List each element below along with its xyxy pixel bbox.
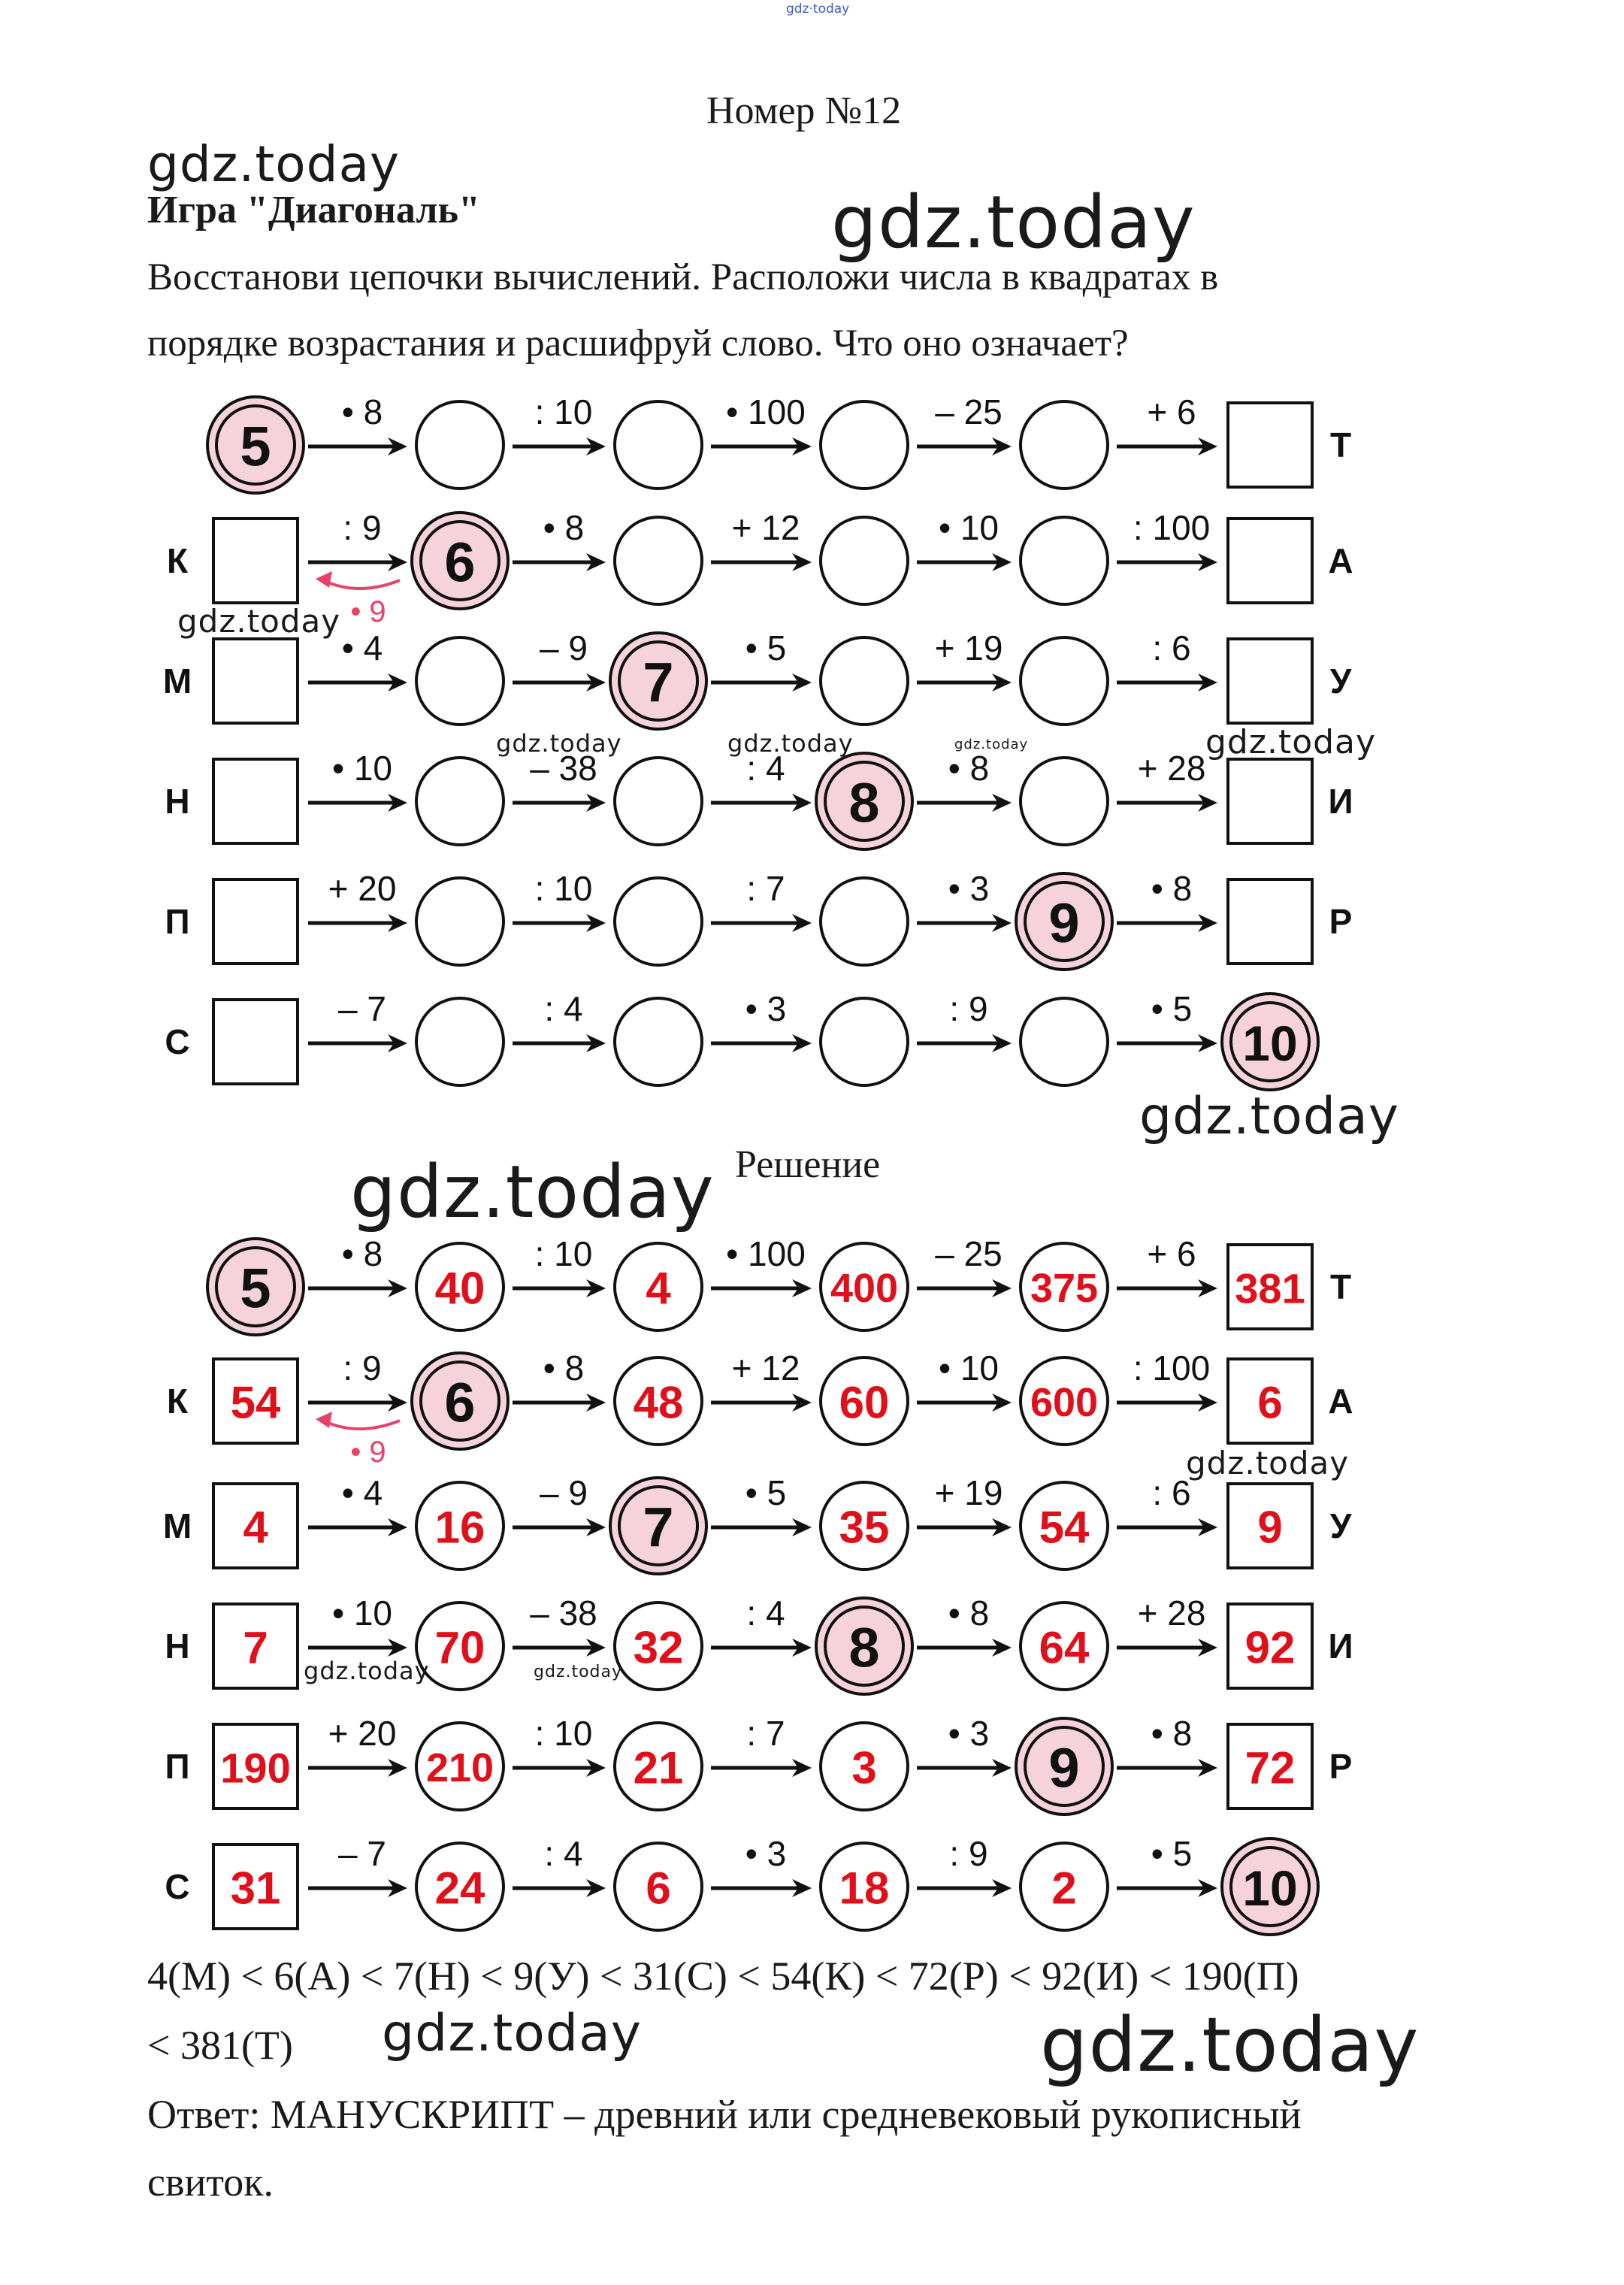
- circle-value: 18: [839, 1863, 890, 1914]
- circle-value: 210: [425, 1745, 494, 1790]
- circle-value: 3: [851, 1742, 877, 1793]
- operation-label: • 8: [948, 749, 990, 788]
- operation-label: + 20: [328, 869, 397, 908]
- watermark: gdz.today: [831, 180, 1196, 265]
- operation-label: • 5: [745, 628, 787, 667]
- row-letter-left: К: [166, 541, 189, 580]
- game-title: Игра "Диагональ": [147, 189, 480, 232]
- operation-label: • 5: [1151, 1834, 1193, 1873]
- given-number: 10: [1242, 1860, 1298, 1916]
- operation-label: : 9: [343, 508, 382, 547]
- watermark: gdz.today: [727, 729, 854, 758]
- watermark: gdz.today: [954, 737, 1029, 752]
- operation-label: : 100: [1133, 508, 1211, 547]
- given-number: 5: [240, 415, 271, 478]
- operation-label: : 6: [1152, 1473, 1191, 1512]
- row-letter-left: П: [165, 1747, 190, 1786]
- operation-label: : 9: [949, 1834, 988, 1873]
- operation-label: • 3: [948, 1714, 990, 1753]
- operation-label: • 8: [1151, 1714, 1193, 1753]
- circle-value: 54: [1039, 1502, 1090, 1553]
- order-line2: < 381(Т): [147, 2023, 293, 2068]
- back-operation-label: • 9: [350, 595, 386, 628]
- operation-label: : 9: [343, 1348, 382, 1388]
- answer-line2: свиток.: [147, 2159, 274, 2205]
- operation-label: • 10: [938, 1348, 1000, 1388]
- operation-label: : 10: [534, 1714, 593, 1753]
- square-value: 54: [230, 1377, 281, 1428]
- operation-label: • 10: [331, 1593, 393, 1633]
- watermark: gdz.today: [304, 1657, 430, 1685]
- circle-value: 6: [646, 1863, 671, 1914]
- operation-label: : 4: [544, 989, 583, 1028]
- row-letter-left: М: [162, 661, 192, 701]
- watermark: gdz.today: [1040, 2001, 1420, 2089]
- operation-label: : 9: [949, 989, 988, 1028]
- operation-label: : 7: [746, 1714, 785, 1753]
- watermark: gdz.today: [382, 2004, 642, 2063]
- row-letter-left: С: [165, 1867, 190, 1906]
- row-letter-right: Т: [1329, 425, 1352, 465]
- row-letter-left: П: [165, 902, 190, 941]
- row-letter-right: Р: [1329, 902, 1353, 941]
- row-letter-right: У: [1329, 1506, 1352, 1545]
- operation-label: – 9: [540, 628, 588, 667]
- given-number: 6: [444, 531, 476, 594]
- operation-label: – 38: [530, 1593, 597, 1633]
- back-arrow-head: [316, 1412, 332, 1428]
- row-letter-right: У: [1329, 661, 1352, 701]
- operation-label: : 4: [746, 1593, 785, 1633]
- operation-label: : 10: [534, 869, 593, 908]
- operation-label: • 8: [1151, 869, 1193, 908]
- circle-value: 16: [434, 1502, 485, 1553]
- given-number: 9: [1048, 1736, 1080, 1799]
- operation-label: • 4: [341, 1473, 383, 1512]
- circle-value: 60: [839, 1377, 890, 1428]
- operation-label: • 5: [745, 1473, 787, 1512]
- row-letter-left: Н: [165, 782, 190, 821]
- square-value: 9: [1257, 1502, 1283, 1553]
- operation-label: • 8: [341, 1234, 383, 1273]
- square-value: 190: [220, 1744, 291, 1792]
- watermark: gdz.today: [1205, 723, 1377, 761]
- given-number: 7: [643, 651, 674, 714]
- operation-label: : 10: [534, 1234, 593, 1273]
- operation-label: – 7: [338, 989, 386, 1028]
- operation-label: + 19: [934, 1473, 1003, 1512]
- square-value: 31: [230, 1863, 281, 1914]
- operation-label: : 10: [534, 392, 593, 431]
- operation-label: • 4: [341, 628, 383, 667]
- operation-label: + 6: [1147, 392, 1196, 431]
- row-letter-right: Т: [1329, 1267, 1352, 1306]
- row-letter-left: Н: [165, 1627, 190, 1666]
- given-number: 9: [1048, 891, 1080, 955]
- circle-value: 2: [1051, 1863, 1077, 1914]
- circle-value: 70: [434, 1622, 485, 1673]
- page-title: Номер №12: [706, 89, 902, 132]
- given-number: 8: [848, 771, 880, 834]
- watermark: gdz.today: [350, 1150, 715, 1234]
- answer-line1: Ответ: МАНУСКРИПТ – древний или средневековый рукописный: [147, 2092, 1302, 2137]
- operation-label: • 8: [948, 1593, 990, 1633]
- operation-label: – 25: [935, 1234, 1003, 1273]
- given-number: 10: [1242, 1015, 1298, 1071]
- row-letter-right: Р: [1329, 1747, 1353, 1786]
- back-operation-label: • 9: [350, 1436, 386, 1469]
- operation-label: + 6: [1147, 1234, 1196, 1273]
- circle-value: 35: [839, 1502, 890, 1553]
- operation-label: : 7: [746, 869, 785, 908]
- chain-row: [165, 1834, 1318, 1935]
- circle-value: 375: [1030, 1266, 1099, 1311]
- operation-label: • 3: [948, 869, 990, 908]
- row-letter-left: К: [166, 1382, 189, 1421]
- operation-label: • 8: [543, 508, 585, 547]
- chain-row: [207, 1234, 1351, 1335]
- operation-label: – 9: [540, 1473, 588, 1512]
- given-number: 7: [643, 1496, 674, 1559]
- square-value: 6: [1257, 1377, 1283, 1428]
- given-number: 8: [848, 1616, 880, 1679]
- operation-label: – 7: [338, 1834, 386, 1873]
- operation-label: • 3: [745, 1834, 787, 1873]
- row-letter-right: И: [1328, 1627, 1353, 1666]
- operation-label: • 3: [745, 989, 787, 1028]
- operation-label: • 100: [726, 1234, 806, 1273]
- circle-value: 400: [830, 1266, 899, 1311]
- order-line1: 4(М) < 6(А) < 7(Н) < 9(У) < 31(С) < 54(К) < 72(Р) < 92(И) < 190(П): [147, 1954, 1299, 1999]
- operation-label: + 28: [1137, 749, 1206, 788]
- circle-value: 600: [1030, 1380, 1099, 1425]
- row-letter-right: А: [1328, 541, 1353, 580]
- operation-label: • 5: [1151, 989, 1193, 1028]
- operation-label: + 12: [731, 1348, 800, 1388]
- chain-row: [167, 1348, 1353, 1469]
- circle-value: 48: [633, 1377, 684, 1428]
- given-number: 5: [240, 1257, 271, 1320]
- solution-heading: Решение: [735, 1143, 881, 1186]
- square-value: 7: [243, 1622, 268, 1673]
- top-site-mark: gdz·today: [786, 2, 850, 17]
- operation-label: • 100: [726, 392, 806, 431]
- row-letter-left: М: [162, 1506, 192, 1545]
- operation-label: • 8: [543, 1348, 585, 1388]
- row-letter-left: С: [165, 1022, 190, 1061]
- square-value: 92: [1244, 1622, 1296, 1673]
- operation-label: • 10: [938, 508, 1000, 547]
- watermark: gdz.today: [534, 1663, 623, 1681]
- operation-label: – 38: [530, 749, 597, 788]
- row-letter-right: А: [1328, 1382, 1353, 1421]
- watermark: gdz.today: [1139, 1087, 1399, 1146]
- given-number: 6: [444, 1371, 476, 1434]
- task-text-line2: порядке возрастания и расшифруй слово. Что оно означает?: [147, 322, 1129, 365]
- circle-value: 24: [434, 1863, 485, 1914]
- circle-value: 21: [633, 1742, 684, 1793]
- circle-value: 64: [1039, 1622, 1090, 1673]
- watermark: gdz.today: [496, 729, 622, 758]
- row-letter-right: И: [1328, 782, 1353, 821]
- operation-label: + 12: [731, 508, 800, 547]
- circle-value: 4: [646, 1263, 671, 1314]
- operation-label: : 100: [1133, 1348, 1211, 1388]
- watermark: gdz.today: [177, 603, 341, 640]
- back-arrow-line: [323, 1421, 400, 1429]
- operation-label: : 6: [1152, 628, 1191, 667]
- operation-label: + 28: [1137, 1593, 1206, 1633]
- chain-row: [165, 1714, 1352, 1814]
- watermark: gdz.today: [147, 135, 401, 193]
- square-value: 4: [243, 1502, 268, 1553]
- watermark: gdz.today: [1186, 1445, 1350, 1481]
- operation-label: • 8: [341, 392, 383, 431]
- square-value: 72: [1244, 1742, 1296, 1793]
- operation-label: : 4: [746, 749, 785, 788]
- square-value: 381: [1235, 1264, 1305, 1312]
- circle-value: 40: [434, 1263, 485, 1314]
- operation-label: + 20: [328, 1714, 397, 1753]
- operation-label: • 10: [331, 749, 393, 788]
- operation-label: – 25: [935, 392, 1003, 431]
- task-text-line1: Восстанови цепочки вычислений. Расположи числа в квадратах в: [147, 256, 1219, 298]
- chain-row: [163, 1473, 1353, 1574]
- circle-value: 32: [633, 1622, 684, 1673]
- operation-label: : 4: [544, 1834, 583, 1873]
- operation-label: + 19: [934, 628, 1003, 667]
